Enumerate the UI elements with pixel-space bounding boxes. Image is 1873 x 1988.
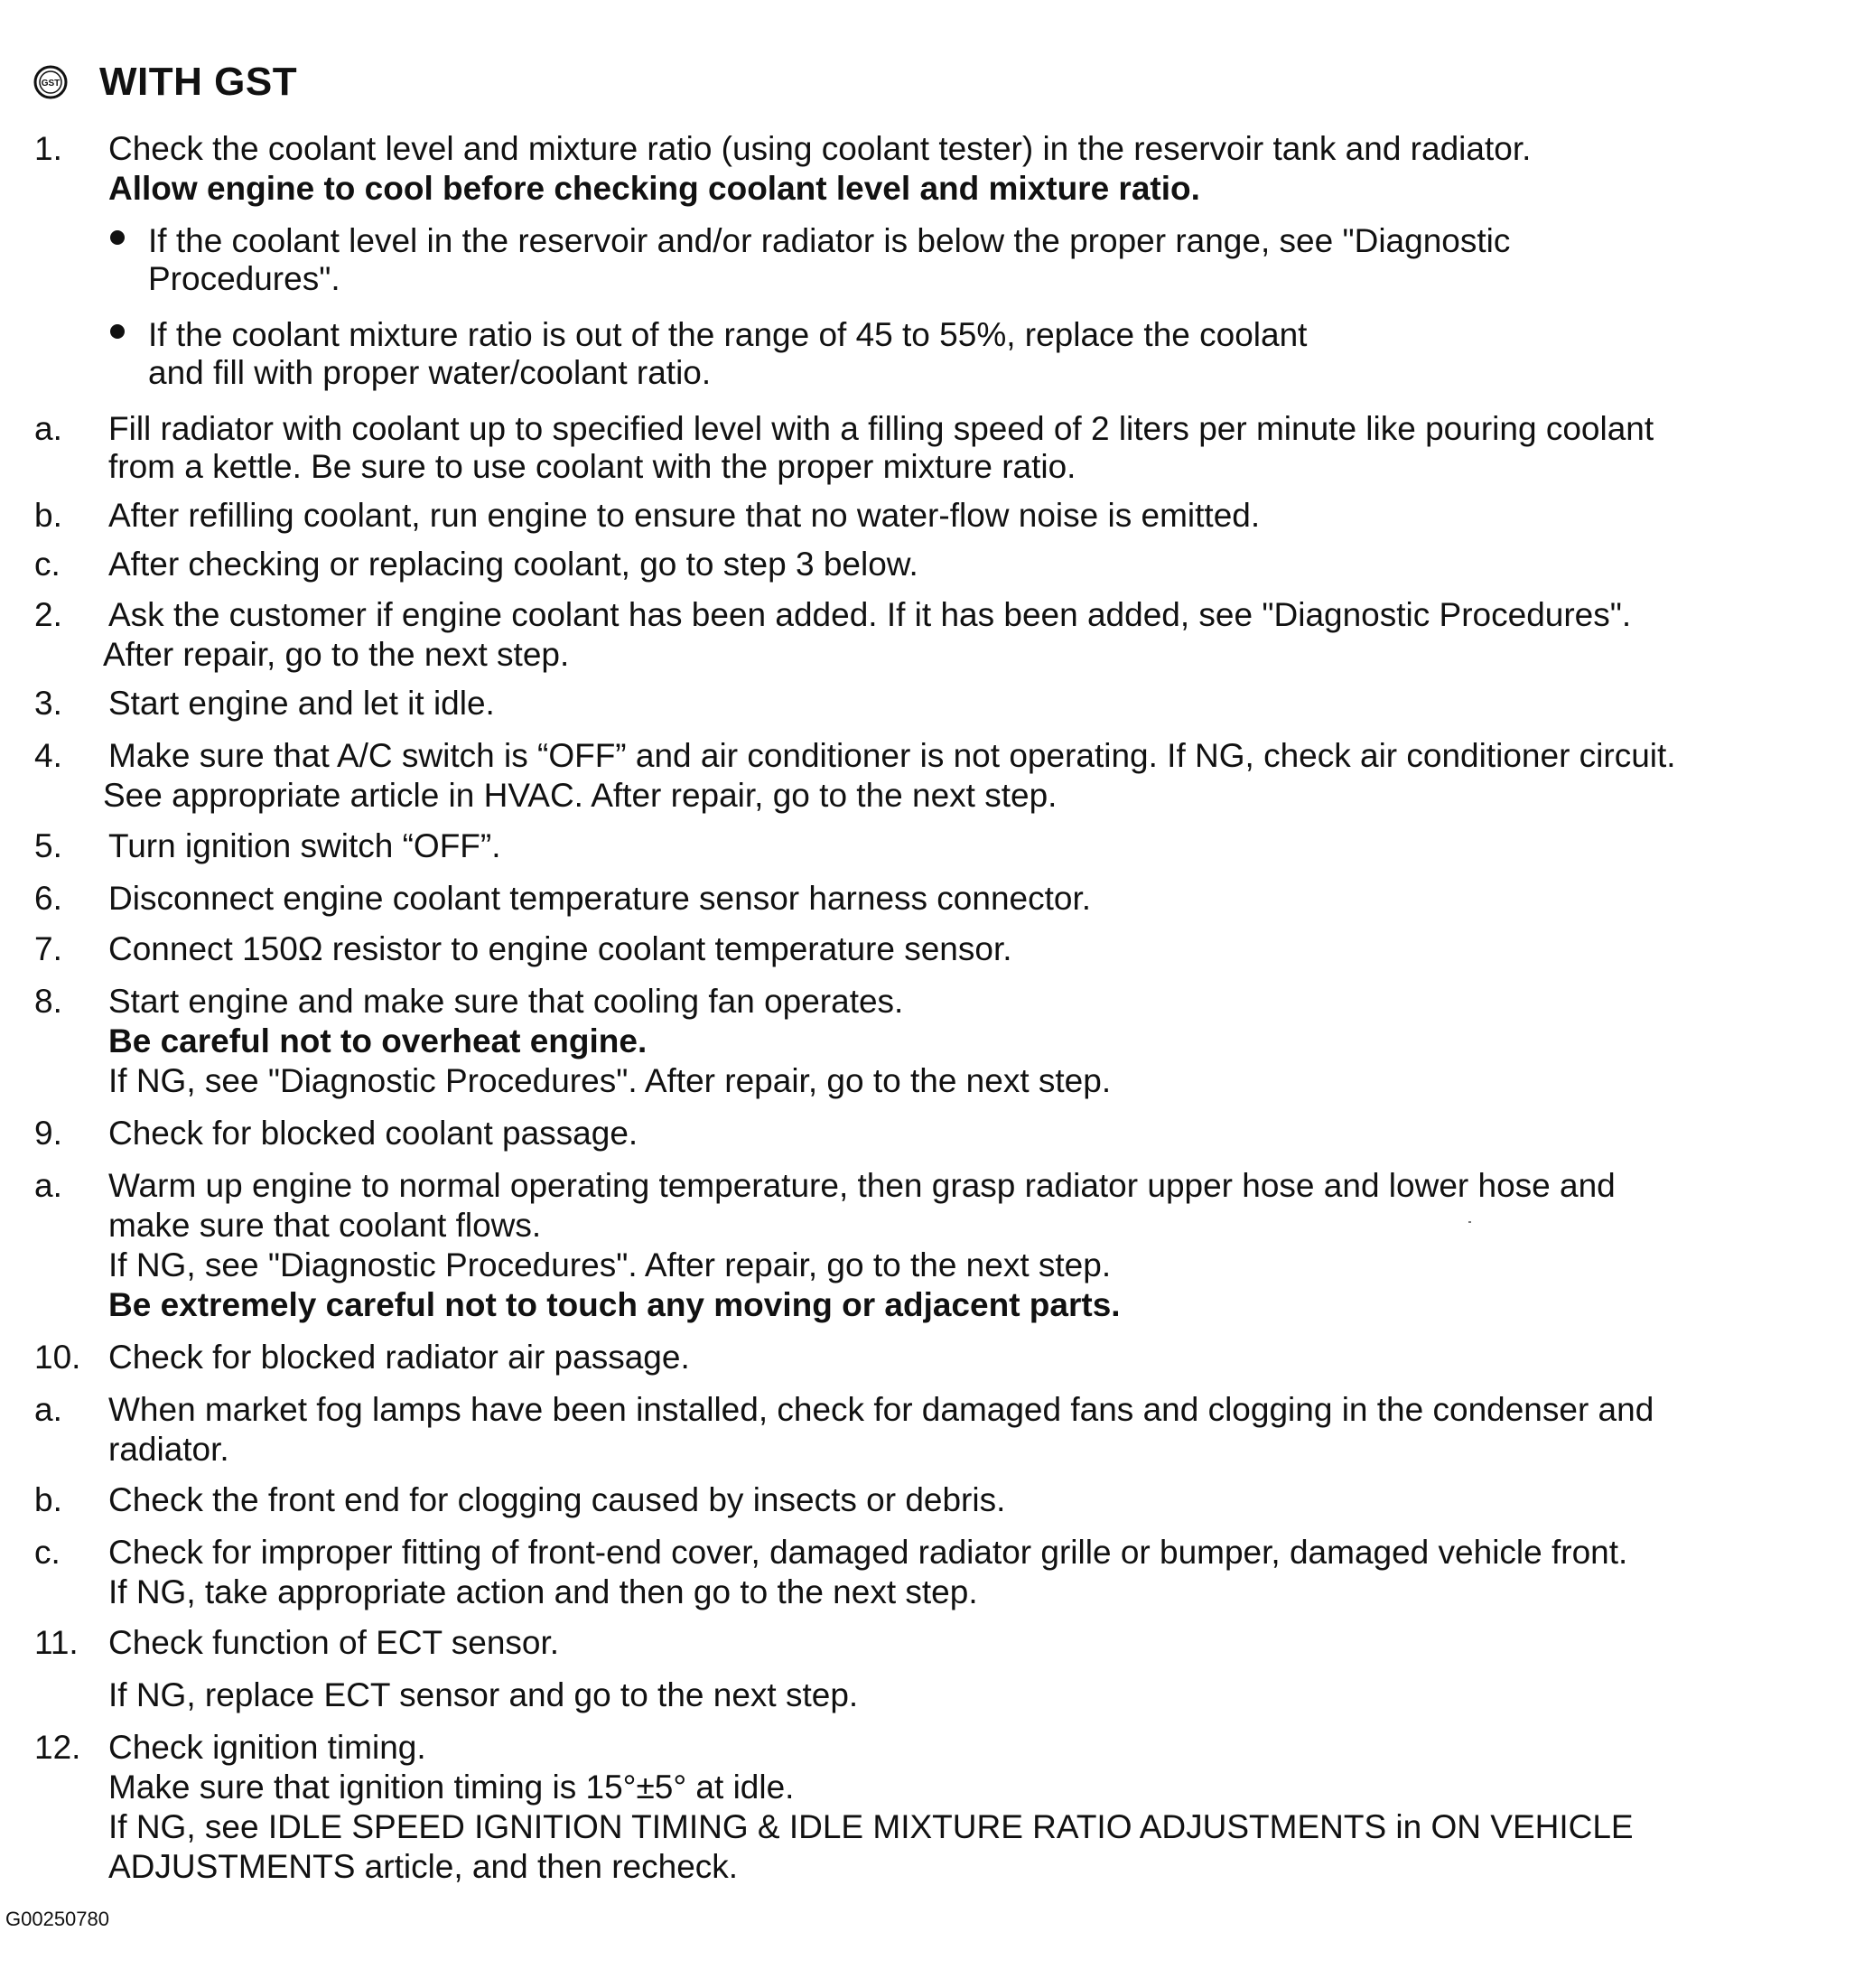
- svg-text:GST: GST: [41, 79, 61, 89]
- step-text: Check ignition timing.: [108, 1729, 426, 1766]
- step-text: ADJUSTMENTS article, and then recheck.: [108, 1848, 739, 1885]
- step-text: Disconnect engine coolant temperature sensor harness connector.: [108, 880, 1092, 917]
- step-text: Check for blocked coolant passage.: [108, 1115, 638, 1152]
- step-text: from a kettle. Be sure to use coolant with the proper mixture ratio.: [108, 448, 1076, 485]
- step-text: Turn ignition switch “OFF”.: [108, 827, 501, 864]
- step-text: See appropriate article in HVAC. After repair, go to the next step.: [103, 777, 1058, 814]
- step-number: 11.: [34, 1624, 79, 1661]
- step-text: If NG, see "Diagnostic Procedures". After repair, go to the next step.: [108, 1062, 1112, 1099]
- step-number: 7.: [34, 930, 62, 967]
- step-number: 5.: [34, 827, 62, 864]
- step-text: If NG, see IDLE SPEED IGNITION TIMING & IDLE MIXTURE RATIO ADJUSTMENTS in ON VEHICLE: [108, 1808, 1634, 1845]
- bullet-text: Procedures".: [148, 260, 340, 297]
- step-number: 1.: [34, 130, 62, 167]
- step-number: c.: [34, 546, 61, 583]
- step-text: Make sure that ignition timing is 15°±5° at idle.: [108, 1769, 795, 1806]
- step-number: 3.: [34, 685, 62, 722]
- step-number: 8.: [34, 983, 62, 1020]
- bullet-text: If the coolant mixture ratio is out of the range of 45 to 55%, replace the coolant: [148, 316, 1308, 353]
- step-text: Warm up engine to normal operating temperature, then grasp radiator upper hose and lower hose and: [108, 1167, 1616, 1204]
- step-text: Check for blocked radiator air passage.: [108, 1339, 690, 1376]
- bullet-text: and fill with proper water/coolant ratio.: [148, 354, 712, 391]
- step-text: Start engine and make sure that cooling fan operates.: [108, 983, 904, 1020]
- step-text: If NG, take appropriate action and then go to the next step.: [108, 1573, 978, 1610]
- step-warning: Be careful not to overheat engine.: [108, 1022, 648, 1059]
- step-number: a.: [34, 1167, 62, 1204]
- step-number: b.: [34, 497, 62, 534]
- section-header: [33, 60, 297, 105]
- bullet-icon: [110, 324, 125, 339]
- step-number: 2.: [34, 596, 62, 633]
- step-text: Ask the customer if engine coolant has been added. If it has been added, see "Diagnostic Procedures".: [108, 596, 1632, 633]
- step-number: 10.: [34, 1339, 81, 1376]
- step-number: a.: [34, 410, 62, 447]
- scan-speck: [1468, 1221, 1471, 1223]
- step-number: a.: [34, 1391, 62, 1428]
- step-number: 12.: [34, 1729, 81, 1766]
- section-title: WITH GST: [99, 60, 298, 104]
- step-text: Check function of ECT sensor.: [108, 1624, 560, 1661]
- step-number: 9.: [34, 1115, 62, 1152]
- step-text: After checking or replacing coolant, go to step 3 below.: [108, 546, 918, 583]
- step-text: After repair, go to the next step.: [103, 636, 570, 673]
- step-text: Start engine and let it idle.: [108, 685, 495, 722]
- step-text: Check the front end for clogging caused by insects or debris.: [108, 1481, 1006, 1518]
- step-number: 6.: [34, 880, 62, 917]
- step-text: Connect 150Ω resistor to engine coolant temperature sensor.: [108, 930, 1012, 967]
- step-text: Fill radiator with coolant up to specified level with a filling speed of 2 liters per minute like pouring coolant: [108, 410, 1654, 447]
- step-text: make sure that coolant flows.: [108, 1207, 542, 1244]
- step-text: If NG, replace ECT sensor and go to the next step.: [108, 1676, 859, 1713]
- step-warning: Allow engine to cool before checking coolant level and mixture ratio.: [108, 170, 1200, 207]
- step-warning: Be extremely careful not to touch any moving or adjacent parts.: [108, 1286, 1121, 1323]
- step-number: b.: [34, 1481, 62, 1518]
- step-text: Check for improper fitting of front-end cover, damaged radiator grille or bumper, damaged vehicle front.: [108, 1534, 1628, 1571]
- bullet-icon: [110, 230, 125, 245]
- step-text: radiator.: [108, 1431, 229, 1468]
- step-text: After refilling coolant, run engine to ensure that no water-flow noise is emitted.: [108, 497, 1261, 534]
- step-number: c.: [34, 1534, 61, 1571]
- gst-icon: [33, 64, 69, 100]
- step-text: If NG, see "Diagnostic Procedures". After repair, go to the next step.: [108, 1246, 1112, 1283]
- step-text: Make sure that A/C switch is “OFF” and air conditioner is not operating. If NG, check air conditioner circuit.: [108, 737, 1676, 774]
- step-text: When market fog lamps have been installed, check for damaged fans and clogging in the condenser and: [108, 1391, 1654, 1428]
- figure-id: G00250780: [5, 1908, 109, 1930]
- step-number: 4.: [34, 737, 62, 774]
- bullet-text: If the coolant level in the reservoir and/or radiator is below the proper range, see "Diagnostic: [148, 222, 1511, 259]
- step-text: Check the coolant level and mixture ratio (using coolant tester) in the reservoir tank and radiator.: [108, 130, 1532, 167]
